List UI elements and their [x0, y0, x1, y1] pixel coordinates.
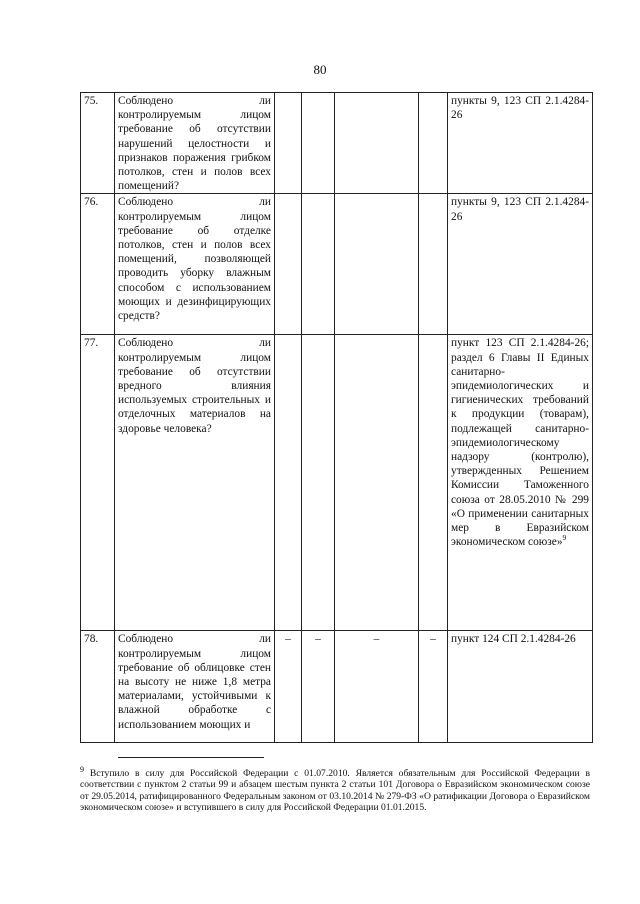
mark-yes: –	[275, 631, 302, 743]
row-question: Соблюдено ли контролируемым лицом требование об отсутствии нарушений целостности и признаков поражения грибком потолков, стен и полов всех помещений?	[115, 93, 275, 194]
mark-note: –	[419, 631, 448, 743]
table-row	[81, 631, 593, 743]
table-row	[81, 194, 593, 335]
row-reference: пункты 9, 123 СП 2.1.4284-26	[448, 93, 593, 194]
mark-no	[302, 335, 335, 631]
row-number: 75.	[81, 93, 115, 194]
mark-no	[302, 93, 335, 194]
mark-note	[419, 93, 448, 194]
mark-not-applicable	[335, 93, 419, 194]
row-reference: пункт 123 СП 2.1.4284-26; раздел 6 Главы II Единых санитарно-эпидемиологических и гигиенических требований к продукции (товарам), подлежащей санитарно-эпидемиологическому надзору (контролю), утвержденных Решением Комиссии Таможенного союза от 28.05.2010 № 299 «О применении санитарных мер в Евразийском экономическом союзе»$^9$	[448, 335, 593, 631]
mark-not-applicable: –	[335, 631, 419, 743]
table-row	[81, 93, 593, 194]
mark-yes	[275, 93, 302, 194]
mark-not-applicable	[335, 194, 419, 335]
table-row	[81, 335, 593, 631]
row-number: 77.	[81, 335, 115, 631]
footnote-mark: 9	[80, 765, 84, 774]
mark-yes	[275, 335, 302, 631]
checklist-table	[80, 92, 593, 743]
footnote-text: Вступило в силу для Российской Федерации с 01.07.2010. Является обязательным для Российской Федерации в соответствии с пунктом 2 статьи 99 и абзацем шестым пункта 2 статьи 101 Договора о Евразийском экономическом союзе от 29.05.2014, ратифицированного Федеральным законом от 03.10.2014 № 279-ФЗ «О ратификации Договора о Евразийском экономическом союзе» и вступившего в силу для Российской Федерации 01.01.2015.	[80, 768, 590, 813]
row-question: Соблюдено ли контролируемым лицом требование об отсутствии вредного влияния используемых строительных и отделочных материалов на здоровье человека?	[115, 335, 275, 631]
mark-note	[419, 335, 448, 631]
row-number: 78.	[81, 631, 115, 743]
mark-yes	[275, 194, 302, 335]
footnote	[80, 764, 590, 813]
row-question: Соблюдено ли контролируемым лицом требование об облицовке стен на высоту не ниже 1,8 метра материалами, устойчивыми к влажной обработке с использованием моющих и	[115, 631, 275, 743]
row-reference: пункт 124 СП 2.1.4284-26	[448, 631, 593, 743]
page-number: 80	[313, 62, 327, 77]
mark-no: –	[302, 631, 335, 743]
mark-no	[302, 194, 335, 335]
mark-not-applicable	[335, 335, 419, 631]
row-reference: пункты 9, 123 СП 2.1.4284-26	[448, 194, 593, 335]
footnote-separator	[118, 757, 264, 758]
mark-note	[419, 194, 448, 335]
row-number: 76.	[81, 194, 115, 335]
row-question: Соблюдено ли контролируемым лицом требование об отделке потолков, стен и полов всех помещений, позволяющей проводить уборку влажным способом с использованием моющих и дезинфицирующих средств?	[115, 194, 275, 335]
